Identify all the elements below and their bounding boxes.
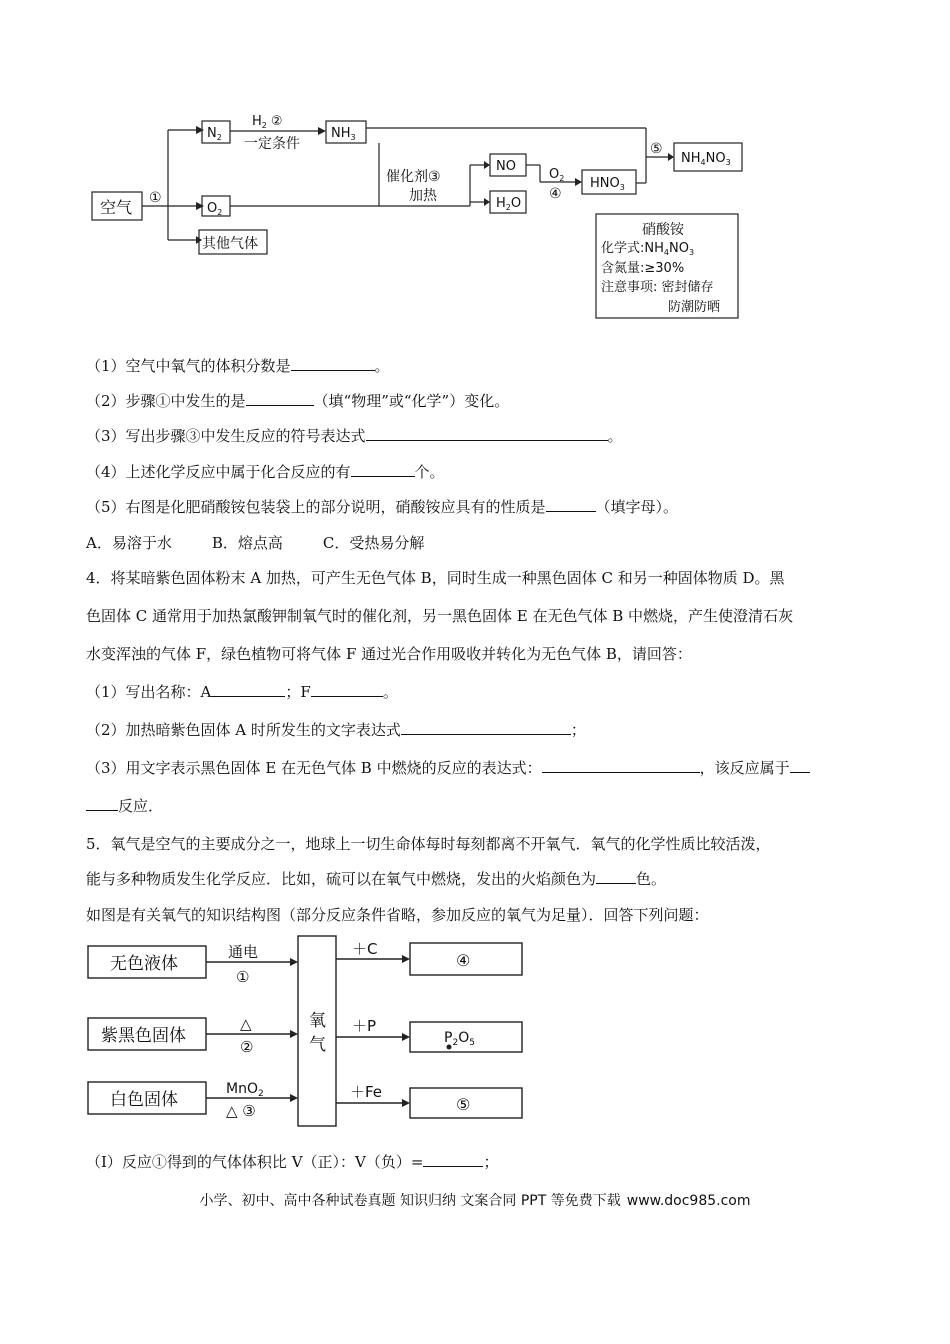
step4-label: ④: [549, 186, 562, 202]
label-notes: 注意事项: 密封储存: [601, 280, 714, 295]
footer-text: 小学、初中、高中各种试卷真题 知识归纳 文案合同 PPT 等免费下载: [199, 1193, 621, 1209]
no-label: NO: [496, 159, 516, 174]
hno3-label: $HNO_3$: [590, 176, 625, 192]
nitrogen-flow-diagram: [0, 0, 950, 330]
q3-options: A．易溶于水 B．熔点高 C．受热易分解: [86, 534, 425, 552]
q4-part3-cont: 反应．: [86, 796, 163, 816]
triangle-label: △: [240, 1015, 252, 1033]
footer-url[interactable]: www.doc985.com: [626, 1193, 751, 1209]
q5-line2: 能与多种物质发生化学反应．比如，硫可以在氧气中燃烧，发出的火焰颜色为 色。: [86, 870, 667, 888]
step1-label: ①: [149, 190, 162, 206]
catalyst-label: 催化剂③: [386, 169, 441, 185]
mno2-label: MnO$_2$: [226, 1081, 264, 1099]
q3-part2: （2）步骤①中发生的是 （填“物理”或“化学”）变化。: [86, 392, 510, 410]
q4-line1: 4．将某暗紫色固体粉末 A 加热，可产生无色气体 B，同时生成一种黑色固体 C 和另一种固体物质 D。黑: [86, 569, 785, 587]
q5-line3: 如图是有关氧气的知识结构图（部分反应条件省略，参加反应的氧气为足量）．回答下列问题：: [86, 906, 709, 924]
plus-p-label: ＋P: [352, 1017, 377, 1035]
n2-label: $N_2$: [207, 126, 222, 142]
q4-part3: （3）用文字表示黑色固体 E 在无色气体 B 中燃烧的反应的表达式： ，该反应属于: [86, 758, 810, 778]
q4-line2: 色固体 C 通常用于加热氯酸钾制氧气时的催化剂，另一黑色固体 E 在无色气体 B 中燃烧，产生使澄清石灰: [86, 607, 794, 625]
nh4no3-label: $NH_4NO_3$: [681, 151, 731, 167]
purple-solid-label: 紫黑色固体: [101, 1026, 186, 1046]
q5-line1: 5．氧气是空气的主要成分之一，地球上一切生命体每时每刻都离不开氧气．氧气的化学性质比较活泼，: [86, 835, 771, 853]
o2-label: $O_2$: [207, 201, 223, 217]
footer: [0, 1190, 950, 1210]
q4-line3: 水变浑浊的气体 F，绿色植物可将气体 F 通过光合作用吸收并转化为无色气体 B，请回答：: [86, 645, 692, 663]
product4-label: ④: [456, 951, 471, 970]
q3-part1: （1）空气中氧气的体积分数是 。: [86, 357, 390, 375]
label-notes2: 防潮防晒: [668, 300, 721, 315]
p2o5-label: $P_2O_5$: [444, 1030, 475, 1048]
oxygen-char1: 氧: [309, 1011, 326, 1031]
nh3-label: $NH_3$: [331, 126, 356, 142]
condition-label: 一定条件: [244, 136, 300, 152]
oxygen-structure-diagram: [0, 930, 950, 1130]
h2o-label: $H_2O$: [496, 196, 522, 212]
plus-c-label: ＋C: [352, 940, 378, 958]
electrolysis-label: 通电: [228, 943, 259, 961]
label-formula: 化学式$:NH_4NO_3$: [601, 241, 695, 257]
o2-condition-label: $O_2$: [549, 167, 565, 183]
q3-part5: （5）右图是化肥硝酸铵包装袋上的部分说明，硝酸铵应具有的性质是 （填字母）。: [86, 498, 679, 516]
q5-sub1: （Ⅰ）反应①得到的气体体积比 V（正）：V（负）= ；: [86, 1153, 499, 1171]
air-label: 空气: [100, 198, 133, 217]
label-title: 硝酸铵: [642, 222, 684, 238]
q4-part1: （1）写出名称：A ；F 。: [86, 683, 398, 701]
liquid-label: 无色液体: [110, 954, 178, 974]
step1-label: ①: [236, 968, 250, 986]
label-nitrogen: 含氮量:≥30%: [601, 261, 685, 276]
q4-part2: （2）加热暗紫色固体 A 时所发生的文字表达式 ；: [86, 721, 586, 739]
oxygen-box: [298, 936, 336, 1126]
white-solid-label: 白色固体: [110, 1090, 178, 1110]
step2-label: ②: [240, 1038, 254, 1056]
heat-label: 加热: [409, 188, 437, 204]
other-gases-label: 其他气体: [202, 236, 258, 252]
step3-label: △ ③: [226, 1102, 256, 1120]
plus-fe-label: ＋Fe: [350, 1083, 383, 1101]
product5-label: ⑤: [456, 1095, 471, 1114]
h2-label: $H_2$ ②: [252, 114, 283, 130]
q3-part3: （3）写出步骤③中发生反应的符号表达式 。: [86, 427, 623, 445]
step5-label: ⑤: [650, 141, 663, 157]
oxygen-char2: 气: [309, 1035, 326, 1055]
q3-part4: （4）上述化学反应中属于化合反应的有 个。: [86, 463, 445, 481]
